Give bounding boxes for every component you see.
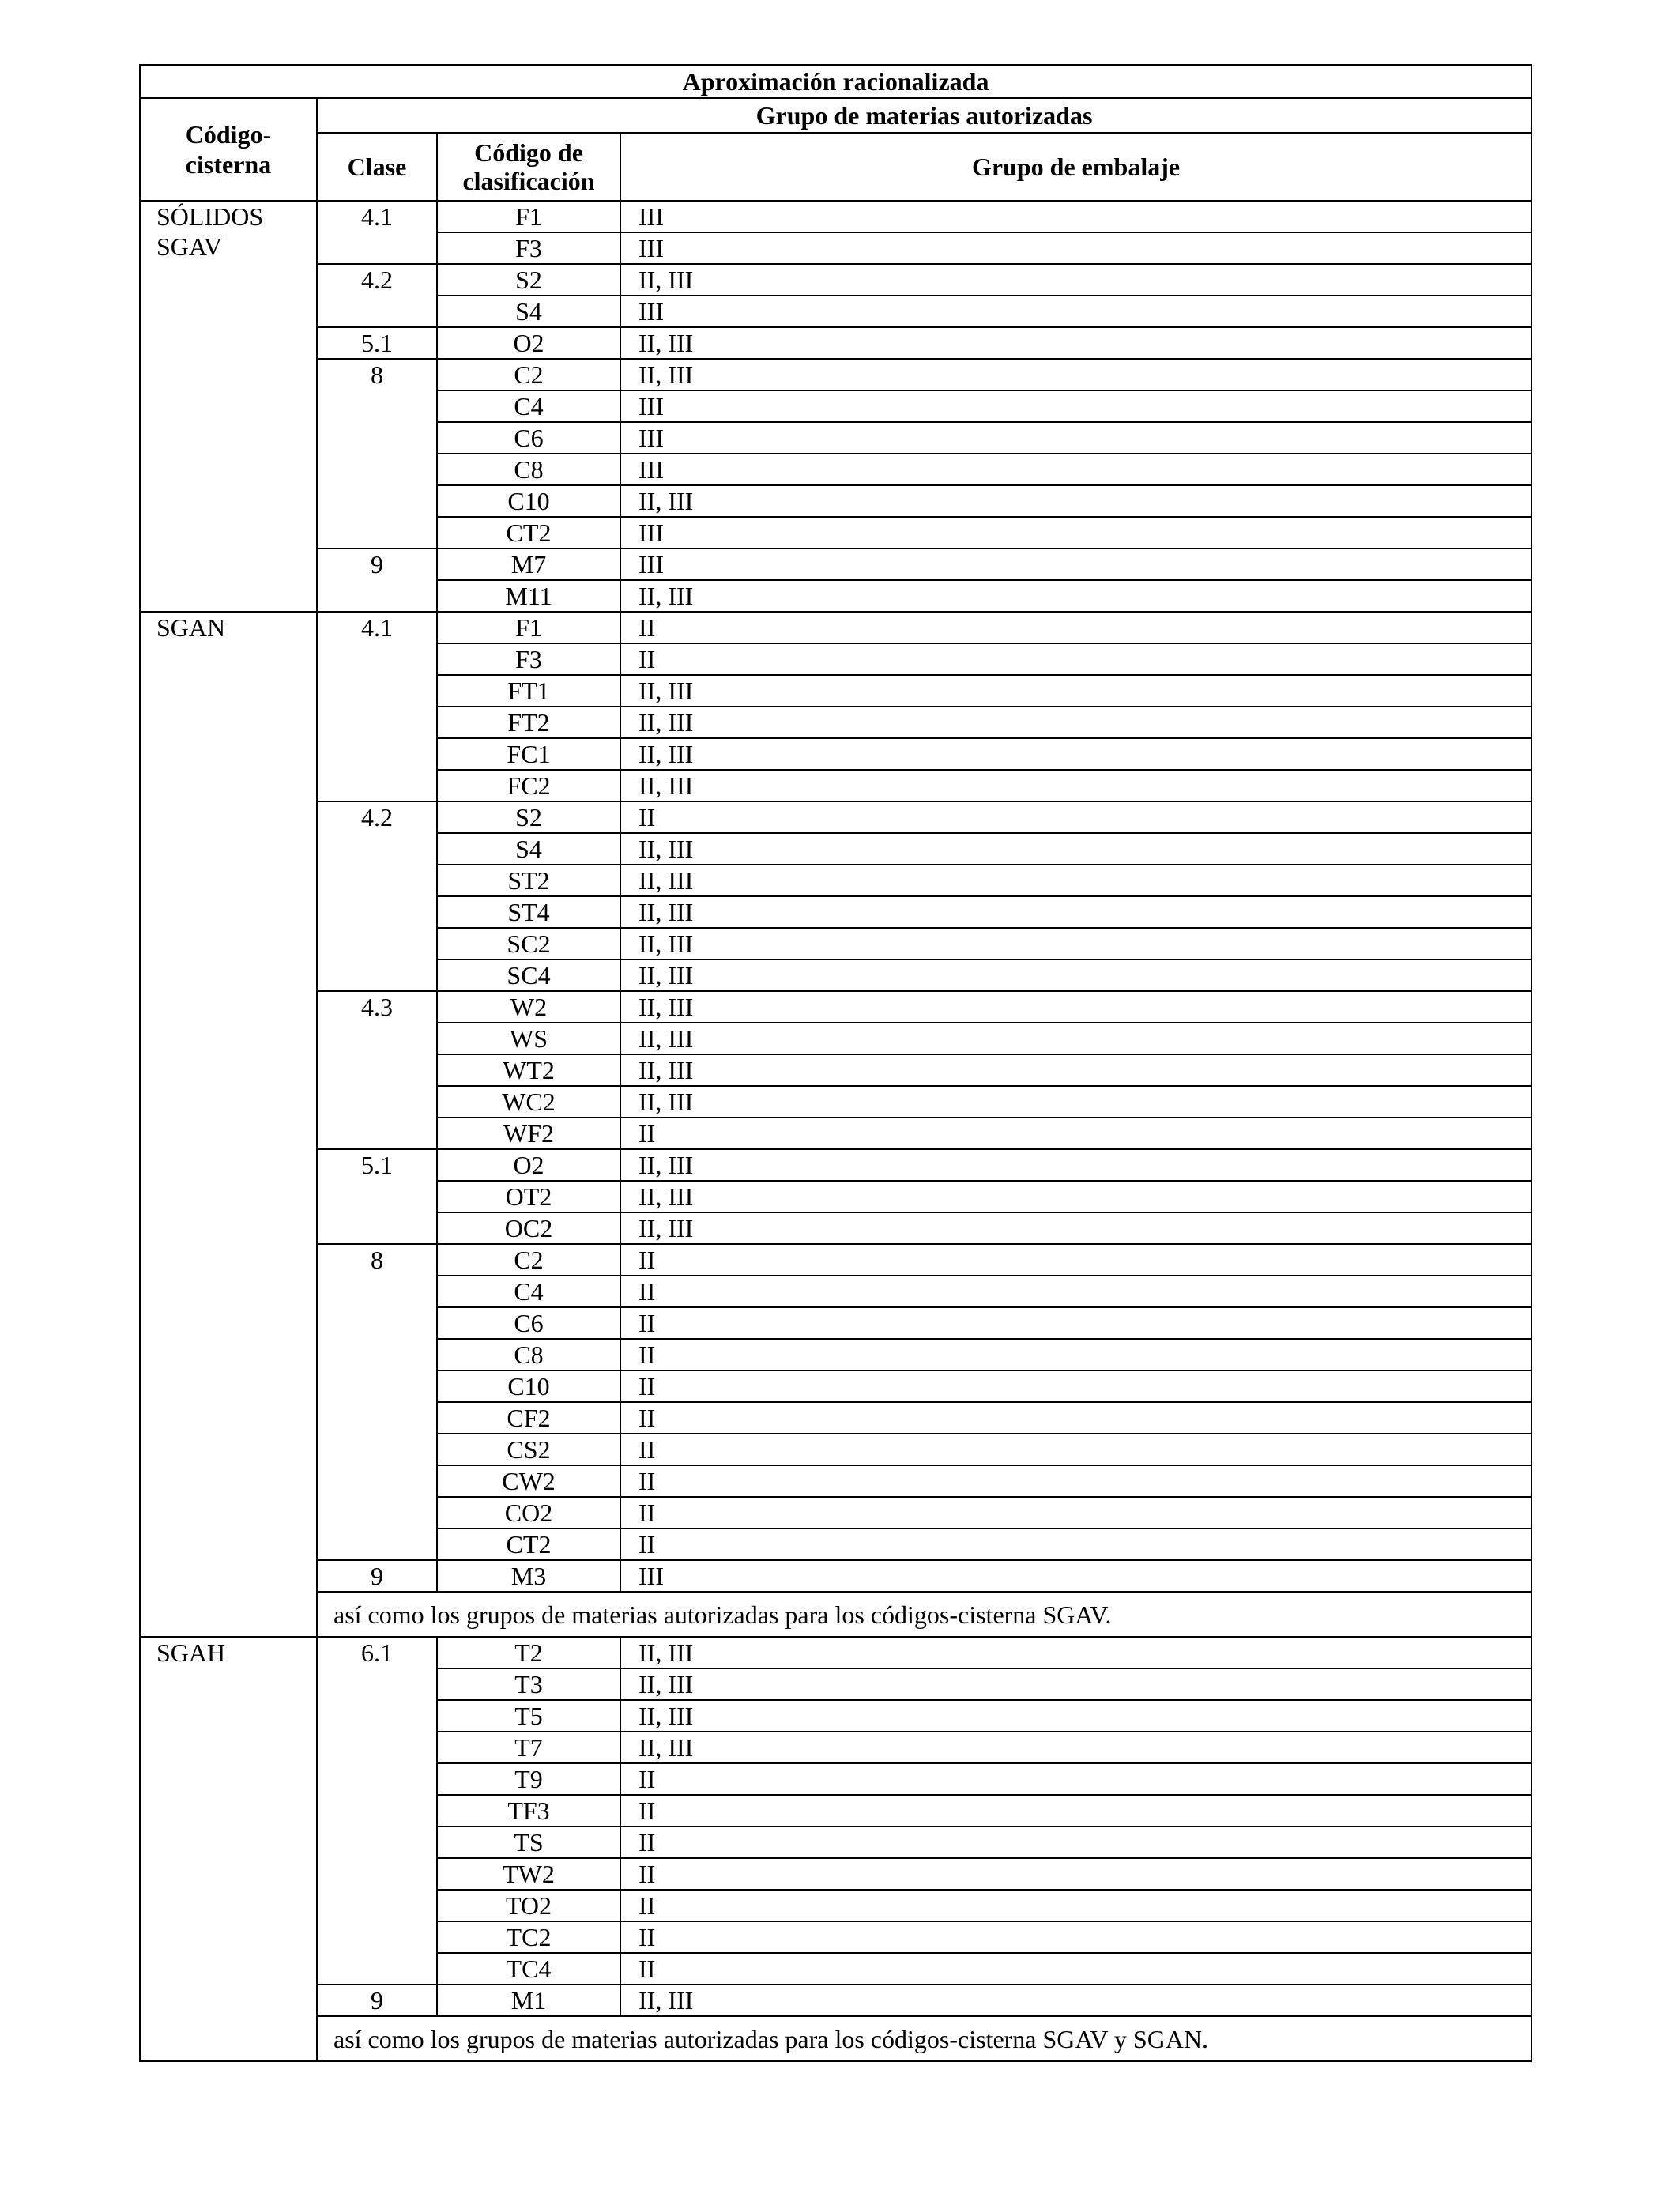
table-row <box>140 991 1531 1023</box>
classification-code-cell: CF2 <box>437 1402 620 1434</box>
clase-cell: 9 <box>317 1560 437 1592</box>
clase-cell: 5.1 <box>317 1149 437 1244</box>
classification-code-cell: WT2 <box>437 1054 620 1086</box>
header-tank-code-line1: Código- <box>185 120 272 149</box>
classification-code-cell: C6 <box>437 422 620 454</box>
packing-group-cell: II <box>620 643 1531 675</box>
classification-code-cell: CT2 <box>437 517 620 548</box>
classification-code-cell: M1 <box>437 1985 620 2016</box>
classification-code-cell: SC2 <box>437 928 620 959</box>
packing-group-cell: II <box>620 1921 1531 1953</box>
packing-group-cell: II <box>620 1529 1531 1560</box>
packing-group-cell: II <box>620 1339 1531 1370</box>
packing-group-cell: III <box>620 517 1531 548</box>
classification-code-cell: TF3 <box>437 1795 620 1826</box>
header-tank-code <box>140 98 317 201</box>
tank-code-cell <box>140 612 317 1637</box>
table-body <box>140 201 1531 2061</box>
header-classification-code <box>437 133 620 201</box>
tank-code-line1: SGAN <box>156 613 226 642</box>
classification-code-cell: FT2 <box>437 707 620 738</box>
table-row <box>140 1985 1531 2016</box>
classification-code-cell: M3 <box>437 1560 620 1592</box>
packing-group-cell: II, III <box>620 1086 1531 1118</box>
classification-code-cell: C6 <box>437 1307 620 1339</box>
classification-code-cell: TC4 <box>437 1953 620 1985</box>
packing-group-cell: II, III <box>620 485 1531 517</box>
classification-code-cell: M7 <box>437 548 620 580</box>
note-cell: así como los grupos de materias autorizadas para los códigos-cisterna SGAV. <box>317 1592 1531 1637</box>
classification-code-cell: ST4 <box>437 896 620 928</box>
classification-code-cell: TC2 <box>437 1921 620 1953</box>
packing-group-cell: II <box>620 1402 1531 1434</box>
packing-group-cell: III <box>620 1560 1531 1592</box>
classification-code-cell: C4 <box>437 390 620 422</box>
tank-code-line2: SGAV <box>156 232 222 261</box>
header-clase: Clase <box>317 133 437 201</box>
classification-code-cell: T5 <box>437 1700 620 1732</box>
packing-group-cell: II <box>620 1118 1531 1149</box>
classification-code-cell: FC2 <box>437 770 620 801</box>
packing-group-cell: II <box>620 1497 1531 1529</box>
classification-code-cell: CW2 <box>437 1465 620 1497</box>
table-row <box>140 1244 1531 1276</box>
packing-group-cell: II, III <box>620 1732 1531 1763</box>
packing-group-cell: II, III <box>620 327 1531 359</box>
clase-cell: 9 <box>317 548 437 612</box>
classification-code-cell: CS2 <box>437 1434 620 1465</box>
table-row <box>140 548 1531 580</box>
clase-cell: 4.1 <box>317 201 437 264</box>
classification-code-cell: FT1 <box>437 675 620 707</box>
header-classification-code-line2: clasificación <box>462 167 595 195</box>
packing-group-cell: III <box>620 201 1531 232</box>
packing-group-cell: II, III <box>620 1149 1531 1181</box>
classification-code-cell: F1 <box>437 612 620 643</box>
classification-code-cell: WC2 <box>437 1086 620 1118</box>
packing-group-cell: II <box>620 1953 1531 1985</box>
packing-group-cell: II <box>620 1434 1531 1465</box>
classification-code-cell: S2 <box>437 801 620 833</box>
packing-group-cell: III <box>620 296 1531 327</box>
classification-code-cell: C4 <box>437 1276 620 1307</box>
classification-code-cell: TS <box>437 1826 620 1858</box>
table-row <box>140 1560 1531 1592</box>
clase-cell: 8 <box>317 359 437 548</box>
packing-group-cell: II, III <box>620 707 1531 738</box>
packing-group-cell: II <box>620 801 1531 833</box>
packing-group-cell: II <box>620 1244 1531 1276</box>
packing-group-cell: II, III <box>620 359 1531 390</box>
packing-group-cell: II, III <box>620 1212 1531 1244</box>
packing-group-cell: II, III <box>620 1668 1531 1700</box>
classification-code-cell: C8 <box>437 454 620 485</box>
classification-code-cell: OC2 <box>437 1212 620 1244</box>
packing-group-cell: II, III <box>620 264 1531 296</box>
classification-code-cell: C8 <box>437 1339 620 1370</box>
authorized-substances-table <box>139 64 1532 2062</box>
classification-code-cell: F3 <box>437 232 620 264</box>
packing-group-cell: II, III <box>620 580 1531 612</box>
packing-group-cell: II, III <box>620 896 1531 928</box>
classification-code-cell: FC1 <box>437 738 620 770</box>
table-row <box>140 612 1531 643</box>
classification-code-cell: TW2 <box>437 1858 620 1890</box>
packing-group-cell: II <box>620 612 1531 643</box>
clase-cell: 4.1 <box>317 612 437 801</box>
packing-group-cell: II, III <box>620 928 1531 959</box>
header-group: Grupo de materias autorizadas <box>317 98 1531 133</box>
table-row <box>140 1637 1531 1668</box>
classification-code-cell: S4 <box>437 833 620 865</box>
clase-cell: 4.3 <box>317 991 437 1149</box>
packing-group-cell: II, III <box>620 1054 1531 1086</box>
classification-code-cell: C2 <box>437 1244 620 1276</box>
packing-group-cell: II <box>620 1307 1531 1339</box>
classification-code-cell: C10 <box>437 485 620 517</box>
packing-group-cell: II, III <box>620 959 1531 991</box>
packing-group-cell: II, III <box>620 833 1531 865</box>
header-classification-code-line1: Código de <box>474 138 583 167</box>
clase-cell: 4.2 <box>317 801 437 991</box>
classification-code-cell: WS <box>437 1023 620 1054</box>
classification-code-cell: S2 <box>437 264 620 296</box>
packing-group-cell: II <box>620 1826 1531 1858</box>
clase-cell: 5.1 <box>317 327 437 359</box>
packing-group-cell: II <box>620 1890 1531 1921</box>
tank-code-line1: SGAH <box>156 1638 226 1667</box>
clase-cell: 4.2 <box>317 264 437 327</box>
packing-group-cell: II, III <box>620 738 1531 770</box>
classification-code-cell: F3 <box>437 643 620 675</box>
header-tank-code-line2: cisterna <box>185 150 272 179</box>
packing-group-cell: III <box>620 232 1531 264</box>
table-row <box>140 327 1531 359</box>
classification-code-cell: CT2 <box>437 1529 620 1560</box>
clase-cell: 6.1 <box>317 1637 437 1985</box>
packing-group-cell: II, III <box>620 1181 1531 1212</box>
table-row <box>140 201 1531 232</box>
packing-group-cell: II, III <box>620 675 1531 707</box>
packing-group-cell: II <box>620 1370 1531 1402</box>
table-row <box>140 359 1531 390</box>
packing-group-cell: II <box>620 1795 1531 1826</box>
classification-code-cell: T9 <box>437 1763 620 1795</box>
table-row <box>140 264 1531 296</box>
classification-code-cell: CO2 <box>437 1497 620 1529</box>
classification-code-cell: SC4 <box>437 959 620 991</box>
packing-group-cell: III <box>620 390 1531 422</box>
classification-code-cell: C10 <box>437 1370 620 1402</box>
tank-code-cell <box>140 201 317 612</box>
classification-code-cell: C2 <box>437 359 620 390</box>
packing-group-cell: II, III <box>620 1637 1531 1668</box>
packing-group-cell: II <box>620 1276 1531 1307</box>
packing-group-cell: III <box>620 548 1531 580</box>
table-row <box>140 1149 1531 1181</box>
classification-code-cell: ST2 <box>437 865 620 896</box>
classification-code-cell: T2 <box>437 1637 620 1668</box>
tank-code-line1: SÓLIDOS <box>156 202 264 231</box>
packing-group-cell: II <box>620 1858 1531 1890</box>
classification-code-cell: S4 <box>437 296 620 327</box>
classification-code-cell: T3 <box>437 1668 620 1700</box>
classification-code-cell: M11 <box>437 580 620 612</box>
packing-group-cell: II, III <box>620 770 1531 801</box>
table-title: Aproximación racionalizada <box>140 65 1531 98</box>
classification-code-cell: T7 <box>437 1732 620 1763</box>
classification-code-cell: WF2 <box>437 1118 620 1149</box>
packing-group-cell: II, III <box>620 1700 1531 1732</box>
packing-group-cell: II, III <box>620 1023 1531 1054</box>
packing-group-cell: II <box>620 1763 1531 1795</box>
classification-code-cell: O2 <box>437 327 620 359</box>
packing-group-cell: II, III <box>620 1985 1531 2016</box>
classification-code-cell: F1 <box>437 201 620 232</box>
packing-group-cell: II, III <box>620 991 1531 1023</box>
note-row <box>140 1592 1531 1637</box>
note-cell: así como los grupos de materias autorizadas para los códigos-cisterna SGAV y SGAN. <box>317 2016 1531 2061</box>
note-row <box>140 2016 1531 2061</box>
packing-group-cell: II, III <box>620 865 1531 896</box>
tank-code-cell <box>140 1637 317 2061</box>
packing-group-cell: II <box>620 1465 1531 1497</box>
clase-cell: 9 <box>317 1985 437 2016</box>
classification-code-cell: O2 <box>437 1149 620 1181</box>
table-row <box>140 801 1531 833</box>
classification-code-cell: W2 <box>437 991 620 1023</box>
clase-cell: 8 <box>317 1244 437 1560</box>
packing-group-cell: III <box>620 454 1531 485</box>
classification-code-cell: TO2 <box>437 1890 620 1921</box>
packing-group-cell: III <box>620 422 1531 454</box>
classification-code-cell: OT2 <box>437 1181 620 1212</box>
header-packing-group: Grupo de embalaje <box>620 133 1531 201</box>
